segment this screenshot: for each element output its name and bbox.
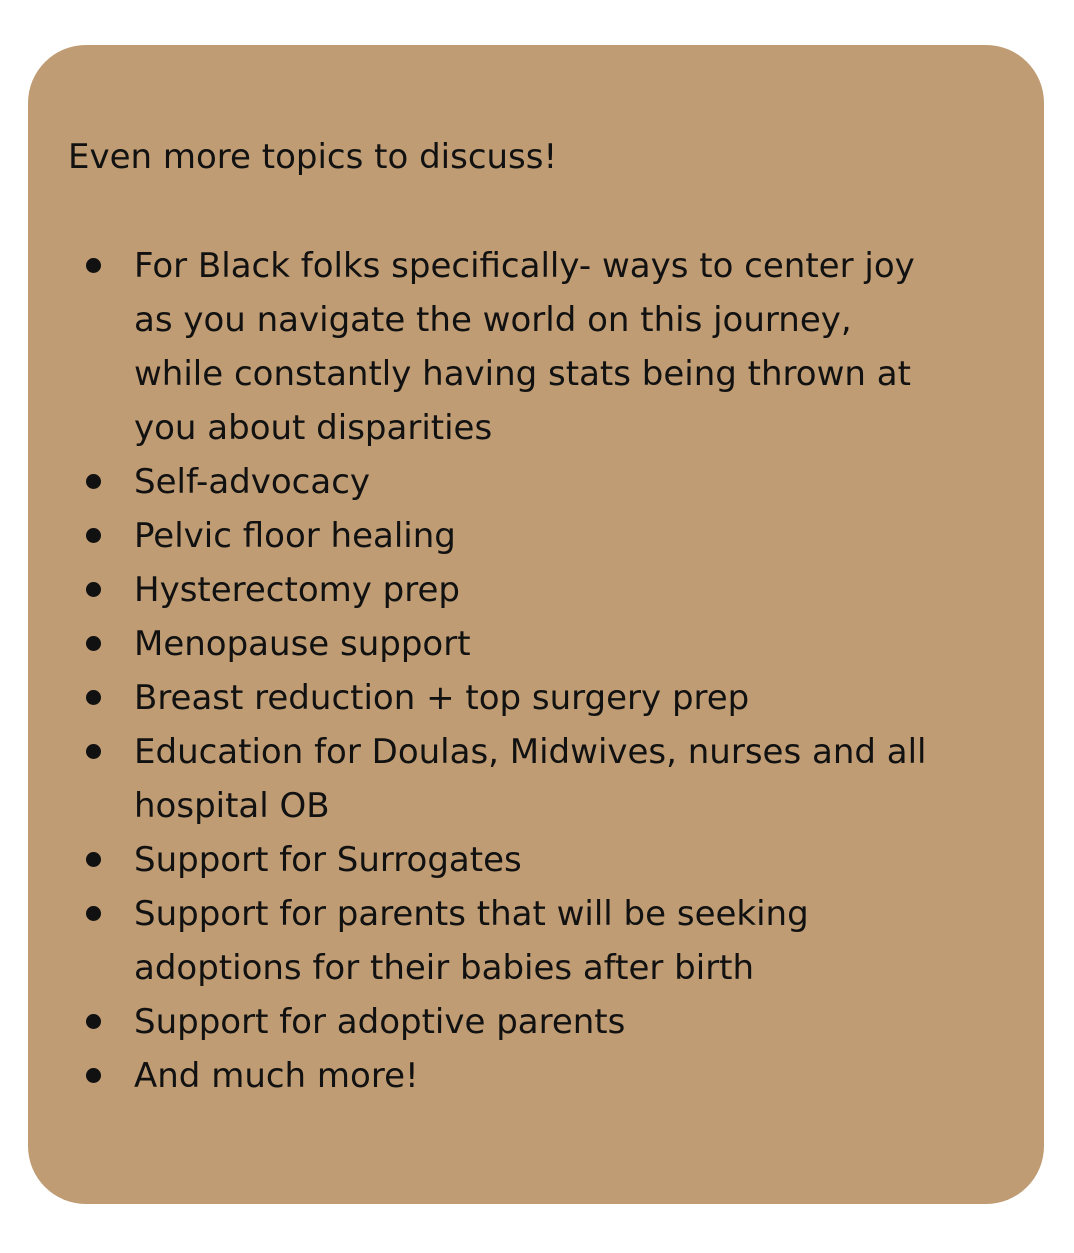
- topic-line: Menopause support: [134, 624, 471, 664]
- bullet-icon: [86, 582, 101, 597]
- list-item: [0, 617, 1074, 671]
- card-heading: Even more topics to discuss!: [68, 137, 558, 177]
- topic-line: you about disparities: [134, 408, 493, 448]
- list-item: [0, 671, 1074, 725]
- list-item: [0, 1049, 1074, 1103]
- topic-line: adoptions for their babies after birth: [134, 948, 755, 988]
- topic-line: Hysterectomy prep: [134, 570, 460, 610]
- topic-line: Support for adoptive parents: [134, 1002, 626, 1042]
- topic-line: while constantly having stats being thrown at: [134, 354, 911, 394]
- topics-list: [0, 239, 1074, 1103]
- topic-line: hospital OB: [134, 786, 330, 826]
- bullet-icon: [86, 528, 101, 543]
- list-item: [0, 725, 1074, 833]
- topic-line: And much more!: [134, 1056, 419, 1096]
- bullet-icon: [86, 690, 101, 705]
- bullet-icon: [86, 744, 101, 759]
- topic-line: as you navigate the world on this journey,: [134, 300, 852, 340]
- list-item: [0, 509, 1074, 563]
- topic-line: Support for parents that will be seeking: [134, 894, 809, 934]
- bullet-icon: [86, 906, 101, 921]
- topic-line: For Black folks specifically- ways to center joy: [134, 246, 915, 286]
- topic-line: Pelvic floor healing: [134, 516, 456, 556]
- list-item: [0, 563, 1074, 617]
- list-item: [0, 455, 1074, 509]
- list-item: [0, 995, 1074, 1049]
- topic-line: Support for Surrogates: [134, 840, 522, 880]
- list-item: [0, 239, 1074, 455]
- bullet-icon: [86, 852, 101, 867]
- bullet-icon: [86, 474, 101, 489]
- list-item: [0, 887, 1074, 995]
- bullet-icon: [86, 258, 101, 273]
- bullet-icon: [86, 1068, 101, 1083]
- list-item: [0, 833, 1074, 887]
- bullet-icon: [86, 636, 101, 651]
- bullet-icon: [86, 1014, 101, 1029]
- topic-line: Self-advocacy: [134, 462, 371, 502]
- topic-line: Breast reduction + top surgery prep: [134, 678, 750, 718]
- topic-line: Education for Doulas, Midwives, nurses and all: [134, 732, 927, 772]
